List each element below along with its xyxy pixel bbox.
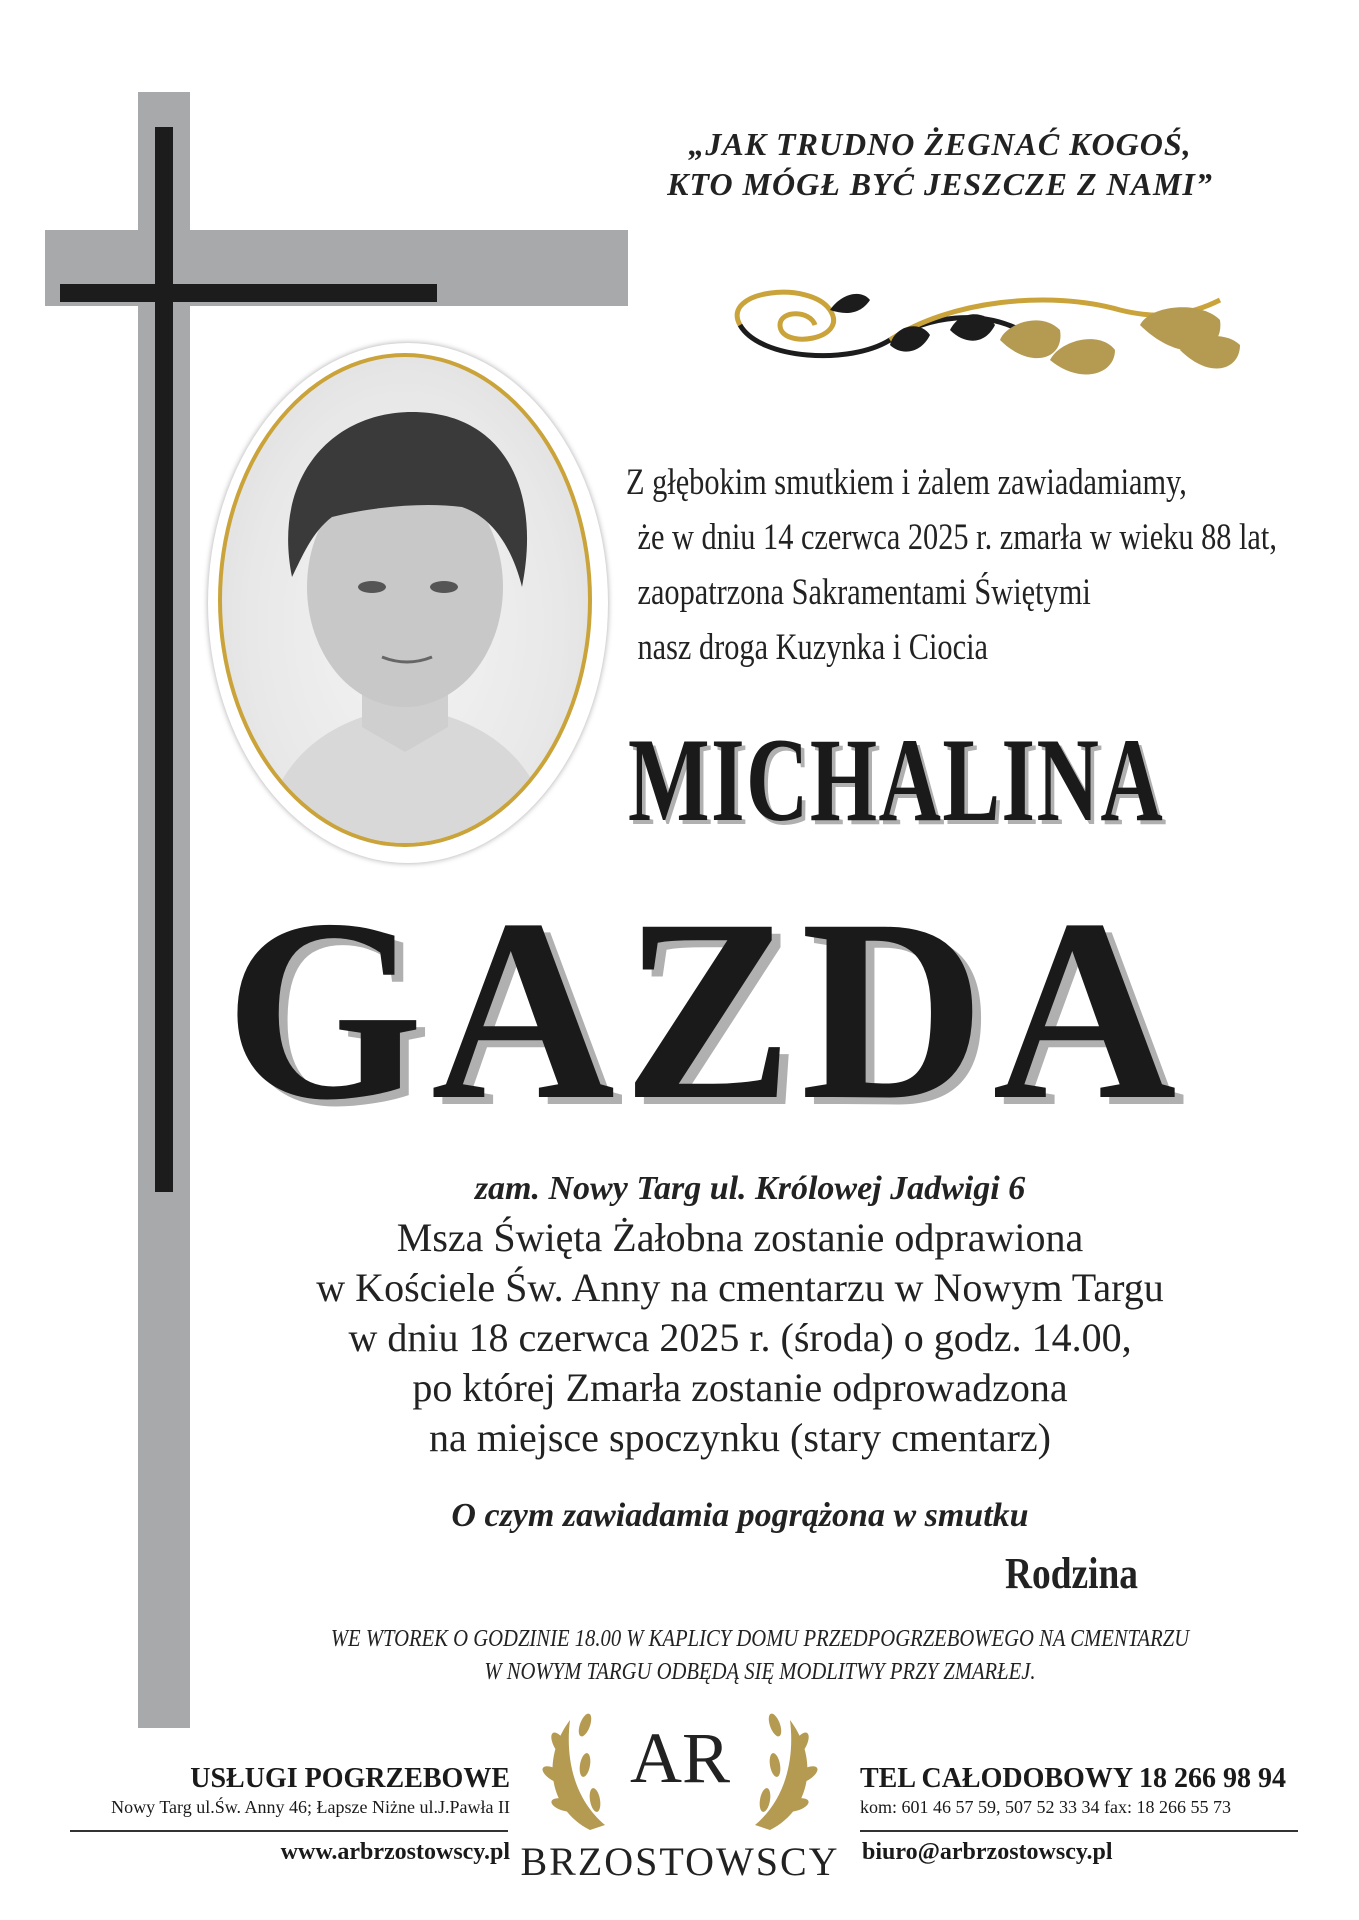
vine-leaf-ornament-icon bbox=[720, 270, 1260, 400]
footer-right-divider bbox=[860, 1830, 1298, 1832]
footer-left-divider bbox=[70, 1830, 508, 1832]
announcement-intro bbox=[626, 455, 1326, 675]
website-link[interactable]: www.arbrzostowscy.pl bbox=[280, 1839, 510, 1865]
prayer-line-2: W NOWYM TARGU ODBĘDĄ SIĘ MODLITWY PRZY ZMARŁEJ. bbox=[484, 1659, 1036, 1685]
phone-numbers: kom: 601 46 57 59, 507 52 33 34 fax: 18 266 55 73 bbox=[860, 1797, 1231, 1817]
prayer-notice bbox=[200, 1623, 1320, 1689]
deceased-first-name: MICHALINA bbox=[628, 713, 1165, 846]
mass-line-3: w dniu 18 czerwca 2025 r. (środa) o godz. 14.00, bbox=[348, 1315, 1132, 1360]
logo-company-name: BRZOSTOWSCY bbox=[520, 1839, 840, 1884]
intro-line-1: Z głębokim smutkiem i żalem zawiadamiamy, bbox=[626, 462, 1187, 503]
prayer-line-1: WE WTOREK O GODZINIE 18.00 W KAPLICY DOMU PRZEDPOGRZEBOWEGO NA CMENTARZU bbox=[330, 1626, 1190, 1652]
epitaph-quote bbox=[560, 124, 1320, 204]
notice-by-line: O czym zawiadamia pogrążona w smutku bbox=[451, 1497, 1029, 1534]
email-link[interactable]: biuro@arbrzostowscy.pl bbox=[862, 1839, 1113, 1865]
quote-line-1: „JAK TRUDNO ŻEGNAĆ KOGOŚ, bbox=[688, 126, 1192, 162]
logo-initials: AR bbox=[629, 1718, 731, 1798]
funeral-mass-details bbox=[200, 1213, 1280, 1463]
funeral-services-title: USŁUGI POGRZEBOWE bbox=[190, 1763, 510, 1794]
portrait-silhouette-icon bbox=[222, 357, 588, 843]
deceased-surname: GAZDA bbox=[225, 866, 1185, 1154]
family-signature: Rodzina bbox=[1005, 1549, 1139, 1598]
intro-line-3: zaopatrzona Sakramentami Świętymi bbox=[637, 572, 1091, 613]
mass-line-5: na miejsce spoczynku (stary cmentarz) bbox=[429, 1415, 1051, 1460]
phone-24h-title: TEL CAŁODOBOWY 18 266 98 94 bbox=[860, 1763, 1287, 1794]
funeral-services-address: Nowy Targ ul.Św. Anny 46; Łapsze Niżne ul.J.Pawła II bbox=[111, 1797, 510, 1817]
quote-line-2: KTO MÓGŁ BYĆ JESZCZE Z NAMI” bbox=[667, 166, 1213, 202]
deceased-address: zam. Nowy Targ ul. Królowej Jadwigi 6 bbox=[474, 1170, 1026, 1207]
mass-line-2: w Kościele Św. Anny na cmentarzu w Nowym Targu bbox=[316, 1265, 1164, 1310]
intro-line-2: że w dniu 14 czerwca 2025 r. zmarła w wieku 88 lat, bbox=[637, 517, 1277, 558]
mass-line-1: Msza Święta Żałobna zostanie odprawiona bbox=[396, 1215, 1084, 1260]
mass-line-4: po której Zmarła zostanie odprowadzona bbox=[412, 1365, 1068, 1410]
intro-line-4: nasz droga Kuzynka i Ciocia bbox=[637, 627, 988, 668]
portrait-photo bbox=[218, 353, 592, 847]
cross-horizontal-bar bbox=[60, 284, 437, 302]
